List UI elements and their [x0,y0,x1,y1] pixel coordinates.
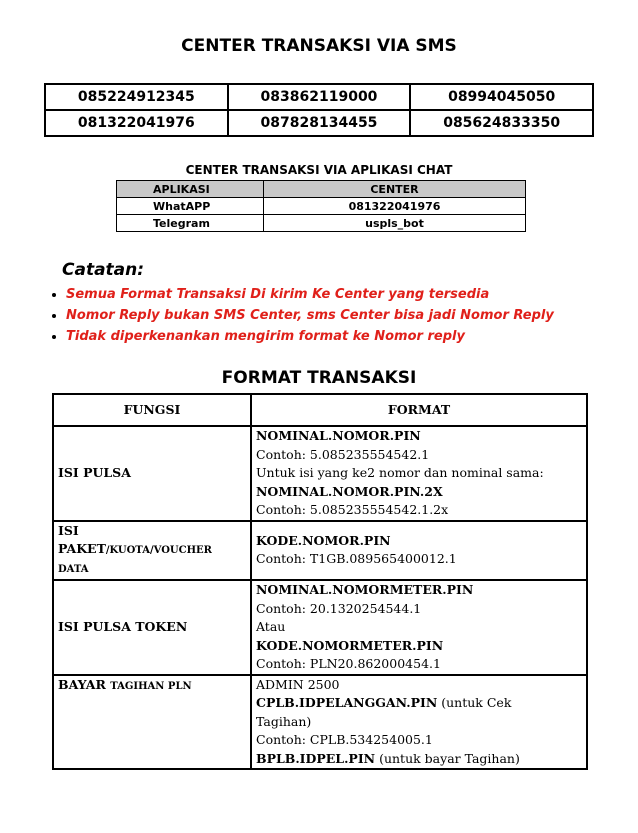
fungsi-cell: ISI PULSA TOKEN [53,580,251,675]
note-item: • Tidak diperkenankan mengirim format ke Nomor reply [66,326,554,347]
format-line: Contoh: T1GB.089565400012.1 [256,551,457,567]
table-header-row [53,394,587,426]
format-line: Contoh: PLN20.862000454.1 [256,656,441,671]
table-row [45,110,593,136]
format-line: Untuk isi yang ke2 nomor dan nominal sama: [256,465,544,480]
format-line [256,694,582,713]
sms-number: 08994045050 [410,84,593,110]
format-table [52,393,588,770]
note-item: • Nomor Reply bukan SMS Center, sms Center bisa jadi Nomor Reply [66,305,554,326]
note-item: • Semua Format Transaksi Di kirim Ke Center yang tersedia [66,284,554,305]
format-line: NOMINAL.NOMORMETER.PIN [256,582,474,597]
fungsi-text: /KUOTA/VOUCHER [105,545,212,556]
format-note: (untuk bayar Tagihan) [375,750,520,766]
header-center: CENTER [264,181,526,198]
chat-center-title: CENTER TRANSAKSI VIA APLIKASI CHAT [185,163,453,177]
format-line: Tagihan) [256,713,312,729]
fungsi-text: TAGIHAN PLN [110,680,192,692]
sms-center-title: CENTER TRANSAKSI VIA SMS [181,36,457,56]
table-row [117,215,526,232]
format-title: FORMAT TRANSAKSI [221,368,417,388]
table-row [53,426,587,521]
header-format: FORMAT [251,394,587,426]
notes-heading: Catatan: [62,260,145,280]
header-fungsi: FUNGSI [53,394,251,426]
format-line: Contoh: 5.085235554542.1 [256,446,430,462]
sms-number: 083862119000 [228,84,411,110]
fungsi-text: PAKET [58,541,106,556]
sms-number: 087828134455 [228,110,411,136]
table-header-row [117,181,526,198]
table-row [53,675,587,770]
format-line: Contoh: 5.085235554542.1.2x [256,502,449,517]
format-line: NOMINAL.NOMOR.PIN.2X [256,483,443,499]
table-row [117,198,526,215]
format-line: Atau [256,619,286,634]
app-center: 081322041976 [264,198,526,215]
sms-number: 085224912345 [45,84,228,110]
table-row [53,580,587,675]
format-cell [251,426,587,521]
fungsi-text: BAYAR [58,676,106,692]
sms-number: 085624833350 [410,110,593,136]
format-code: CPLB.IDPELANGGAN.PIN [256,695,438,710]
format-line: Contoh: 20.1320254544.1 [256,600,422,616]
sms-number: 081322041976 [45,110,228,136]
fungsi-cell [53,521,251,581]
notes-list [40,284,554,347]
header-aplikasi: APLIKASI [117,181,264,198]
app-name: WhatAPP [117,198,264,215]
format-code: BPLB.IDPEL.PIN [256,750,376,766]
fungsi-line: DATA [58,563,89,575]
table-row [53,521,587,581]
format-note: (untuk Cek [437,695,512,710]
fungsi-line: ISI [58,522,79,538]
table-row [45,84,593,110]
format-line: KODE.NOMORMETER.PIN [256,637,444,653]
fungsi-line [58,540,246,561]
format-line: KODE.NOMOR.PIN [256,532,391,548]
format-line: NOMINAL.NOMOR.PIN [256,428,421,443]
format-line: ADMIN 2500 [256,676,340,692]
format-line [256,750,582,769]
chat-center-table [116,180,526,232]
app-center: uspls_bot [264,215,526,232]
fungsi-cell: ISI PULSA [53,426,251,521]
format-cell [251,675,587,770]
format-line: Contoh: CPLB.534254005.1 [256,732,433,747]
format-cell [251,580,587,675]
app-name: Telegram [117,215,264,232]
fungsi-cell [53,675,251,770]
sms-center-table [44,83,594,137]
format-cell [251,521,587,581]
